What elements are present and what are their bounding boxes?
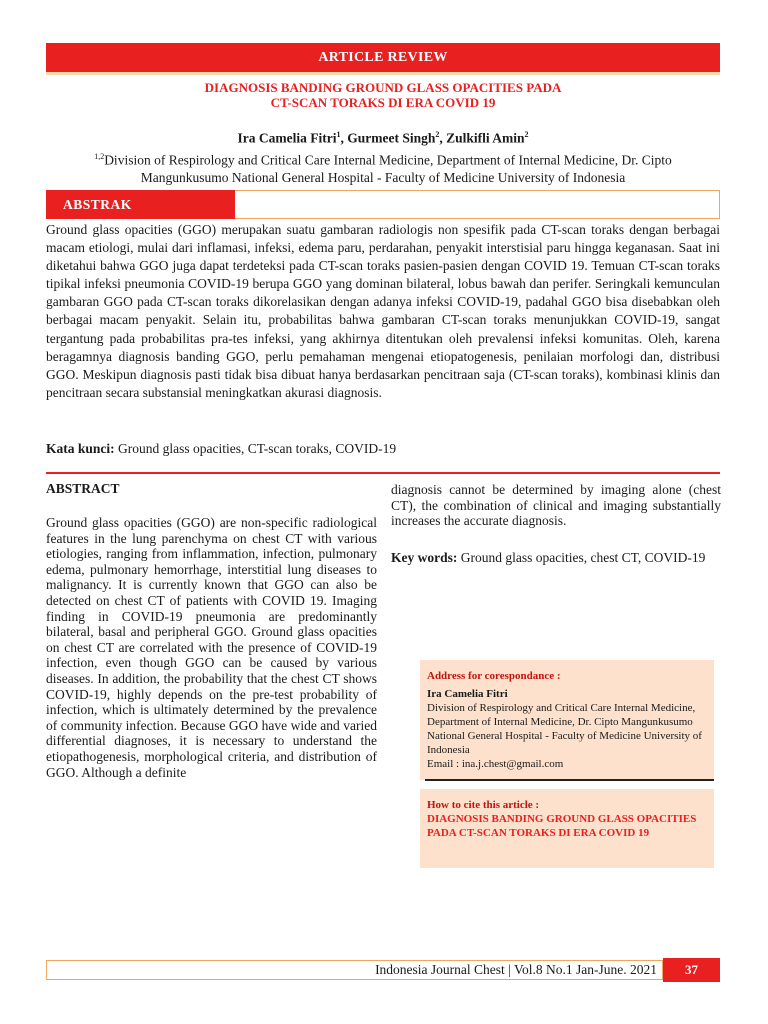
key-words [391,550,721,566]
section-label: ARTICLE REVIEW [318,50,448,65]
section-divider [46,472,720,474]
author-name: Zulkifli Amin [446,130,525,146]
key-words-values: Ground glass opacities, chest CT, COVID-19 [460,550,706,565]
affiliation-line-1: Division of Respirology and Critical Care Internal Medicine, Department of Internal Medicine, Dr. Cipto [104,152,672,168]
correspondence-box [420,660,714,780]
article-title [46,80,720,110]
abstrak-heading-block [46,190,235,219]
correspondence-name: Ira Camelia Fitri [427,688,508,700]
author-list: Ira Camelia Fitri$^1$, Gurmeet Singh$^2$, Zulkifli Amin$^2$ [237,130,529,146]
journal-info: Indonesia Journal Chest | Vol.8 No.1 Jan-June. 2021 [375,962,657,977]
title-line-1: DIAGNOSIS BANDING GROUND GLASS OPACITIES PADA [204,80,562,95]
citation-title: DIAGNOSIS BANDING GROUND GLASS OPACITIES PADA CT-SCAN TORAKS DI ERA COVID 19 [427,813,697,839]
correspondence-label: Address for corespondance : [427,670,561,682]
citation-label: How to cite this article : [427,799,540,811]
abstrak-body: Ground glass opacities (GGO) merupakan suatu gambaran radiologis non spesifik pada CT-scan toraks dengan berbagai macam etiologi, mulai dari inflamasi, infeksi, edema paru, perdarahan, penyakit interstisial paru hingga keganasan. Saat ini diketahui bahwa GGO juga dapat terdeteksi pada CT-scan toraks pasien-pasien dengan COVID 19. Temuan CT-scan toraks tipikal infeksi pneumonia COVID-19 berupa GGO yang dominan bilateral, lobus bawah dan perifer. Seringkali kemunculan gambaran GGO pada CT-scan toraks dikorelasikan dengan adanya infeksi COVID-19, padahal GGO bisa disebabkan oleh berbagai macam penyakit. Selain itu, probabilitas bahwa gambaran CT-scan toraks menunjukkan COVID-19, sangat tergantung pada probabilitas pra-tes infeksi, yang akhirnya ditentukan oleh prevalensi infeksi komunitas. Oleh, karena beragamnya diagnosis banding GGO, perlu pemahaman mengenai etiopatogenesis, penilaian morfologi dan, distribusi GGO. Meskipun diagnosis pasti tidak bisa dibuat hanya berdasarkan pencitraan saja (CT-scan toraks), kombinasi klinis dan pencitraan secara substansial meningkatkan akurasi diagnosis. [46,222,720,400]
abstract-body-col2: diagnosis cannot be determined by imaging alone (chest CT), the combination of clinical and imaging substantially increases the accurate diagnosis. [391,482,721,529]
author-name: Gurmeet Singh [347,130,436,146]
abstrak-heading: ABSTRAK [63,197,132,212]
section-banner [46,43,720,75]
author-sup: 2 [435,130,440,139]
affiliation-line-2: Mangunkusumo National General Hospital - Faculty of Medicine University of Indonesia [140,169,626,185]
author-sup: 1 [336,130,341,139]
kata-kunci [46,441,720,457]
author-name: Ira Camelia Fitri [237,130,337,146]
page-number: 37 [663,958,720,982]
abstract-body-col1: Ground glass opacities (GGO) are non-specific radiological features in the lung parenchyma on chest CT with various etiologies, ranging from inflammation, infection, pulmonary edema, pulmonary hemorrhage, interstitial lung diseases to malignancy. It is currently known that GGO can also be detected on chest CT of patients with COVID 19. Imaging finding in COVID-19 pneumonia are predominantly bilateral, basal and peripheral GGO. Ground glass opacities on chest CT are correlated with the presence of COVID-19 infection, even though GGO can be caused by various diseases. In addition, the probability that the chest CT shows COVID-19, highly depends on the pre-test probability of infection, which is ultimately determined by the prevalence of community infection. Because GGO have wide and varied differential diagnoses, it is necessary to understand the etiopathogenesis, morphological criteria, and distribution of GGO. Although a definite [46,515,377,780]
author-sup: 2 [524,130,529,139]
kata-kunci-label: Kata kunci: [46,441,115,456]
affiliation [46,148,720,186]
kata-kunci-values: Ground glass opacities, CT-scan toraks, COVID-19 [118,441,397,456]
title-line-2: CT-SCAN TORAKS DI ERA COVID 19 [270,95,496,110]
citation-box [420,789,714,868]
affiliation-sup: 1,2 [94,152,105,161]
correspondence-address: Division of Respirology and Critical Care Internal Medicine, Department of Internal Medicine, Dr. Cipto Mangunkusumo National General Hospital - Faculty of Medicine University of Indonesia [427,702,702,756]
correspondence-email[interactable]: Email : ina.j.chest@gmail.com [427,758,564,770]
abstract-heading: ABSTRACT [46,481,120,496]
box-separator [425,779,714,781]
key-words-label: Key words: [391,550,458,565]
abstrak-header-bar [46,190,720,219]
